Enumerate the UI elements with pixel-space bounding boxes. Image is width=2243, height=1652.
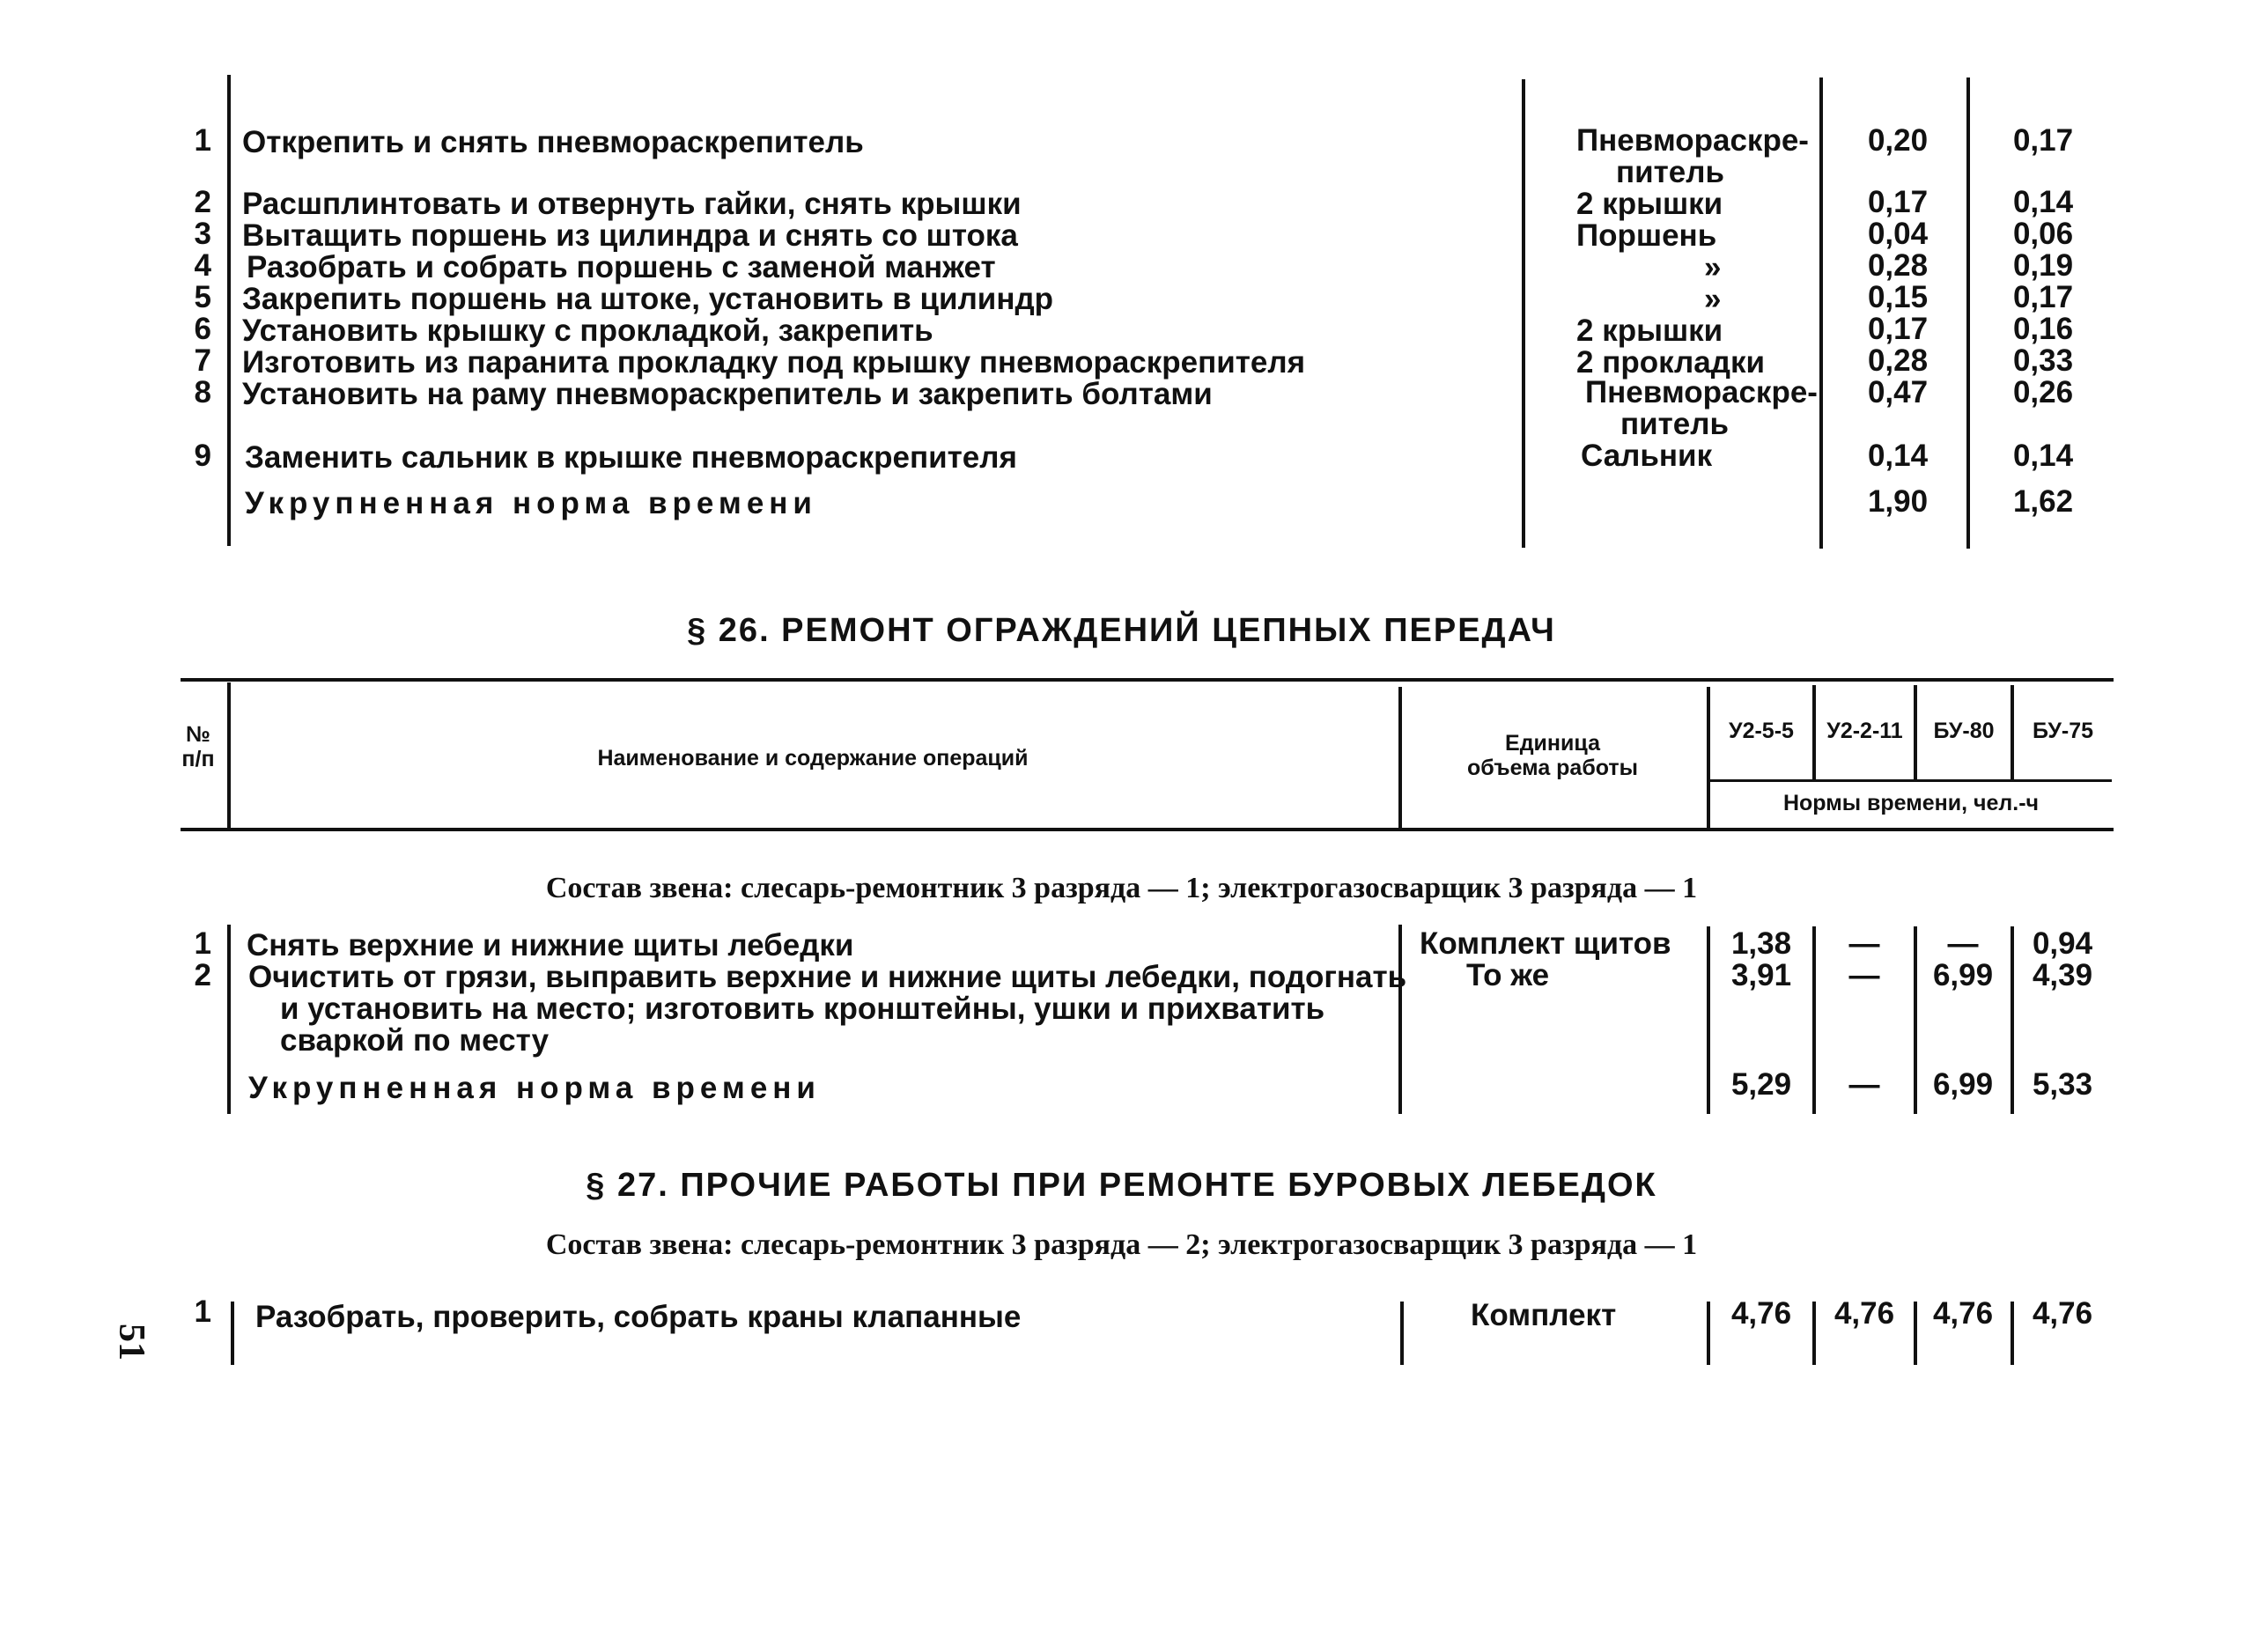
row-number: 1 (194, 123, 211, 158)
col-divider (1522, 79, 1525, 548)
ditto-mark: » (1704, 250, 1722, 284)
header-operation-name: Наименование и содержание операций (597, 746, 1029, 771)
operation-text: Установить крышку с прокладкой, закрепить (242, 313, 933, 348)
value-cell: 0,04 (1867, 217, 1929, 251)
header-norms: Нормы времени, чел.-ч (1782, 791, 2040, 815)
row-number: 1 (194, 1294, 211, 1329)
unit-text: питель (1616, 155, 1725, 189)
col-divider (1966, 77, 1970, 549)
header-col-u2-5-5: У2-5-5 (1729, 719, 1794, 743)
total-value: 1,62 (2012, 484, 2074, 519)
total-label: Укрупненная норма времени (245, 486, 817, 520)
section-27-title: § 27. ПРОЧИЕ РАБОТЫ ПРИ РЕМОНТЕ БУРОВЫХ ЛЕБЕДОК (586, 1167, 1657, 1204)
value-cell: 0,15 (1867, 280, 1929, 314)
operation-text: Снять верхние и нижние щиты лебедки (247, 928, 854, 962)
value-cell: 4,76 (2032, 1296, 2093, 1331)
unit-text: питель (1620, 407, 1730, 441)
value-cell: 0,19 (2012, 248, 2074, 283)
value-cell: 0,28 (1867, 343, 1929, 378)
value-cell: 6,99 (1932, 958, 1994, 992)
row-number: 2 (194, 185, 211, 219)
total-value: 1,90 (1867, 484, 1929, 519)
unit-text: Комплект щитов (1420, 926, 1671, 961)
value-cell: 0,17 (1867, 185, 1929, 219)
value-cell: 0,14 (2012, 439, 2074, 473)
value-cell: — (1848, 926, 1880, 961)
total-value: 6,99 (1932, 1067, 1994, 1102)
col-divider (227, 925, 231, 1114)
header-col-bu-75: БУ-75 (2032, 719, 2094, 743)
header-unit: Единица объема работы (1466, 731, 1639, 780)
value-cell: 0,26 (2012, 375, 2074, 409)
row-number: 9 (194, 439, 211, 473)
operation-text: Изготовить из паранита прокладку под крышку пневмораскрепителя (242, 345, 1306, 380)
operation-text: Заменить сальник в крышке пневмораскрепителя (245, 440, 1017, 475)
value-cell: 0,14 (2012, 185, 2074, 219)
operation-text: Установить на раму пневмораскрепитель и закрепить болтами (242, 377, 1213, 411)
row-number: 2 (194, 958, 211, 992)
total-label: Укрупненная норма времени (248, 1071, 821, 1105)
unit-text: То же (1466, 958, 1550, 992)
col-divider (1707, 926, 1710, 1114)
header-col-bu-80: БУ-80 (1933, 719, 1995, 743)
operation-text: Вытащить поршень из цилиндра и снять со штока (242, 218, 1018, 253)
operation-text: Очистить от грязи, выправить верхние и нижние щиты лебедки, подогнать (248, 960, 1407, 994)
section-26-crew: Состав звена: слесарь-ремонтник 3 разряда — 1; электрогазосварщик 3 разряда — 1 (545, 872, 1698, 904)
value-cell: 0,47 (1867, 375, 1929, 409)
value-cell: 0,17 (2012, 123, 2074, 158)
unit-text: 2 прокладки (1576, 345, 1765, 380)
header-divider (1710, 779, 2112, 782)
operation-text: Открепить и снять пневмораскрепитель (242, 125, 864, 159)
row-number: 1 (194, 926, 211, 961)
row-number: 8 (194, 375, 211, 409)
page-number: 51 (111, 1324, 151, 1361)
col-divider (1400, 1302, 1404, 1365)
value-cell: 0,17 (1867, 312, 1929, 346)
col-divider (227, 75, 231, 546)
total-value: — (1848, 1067, 1880, 1102)
total-value: 5,29 (1730, 1067, 1792, 1102)
row-number: 3 (194, 217, 211, 251)
unit-text: Поршень (1576, 218, 1717, 253)
header-num: № п/п (181, 722, 215, 771)
row-number: 7 (194, 343, 211, 378)
value-cell: 0,16 (2012, 312, 2074, 346)
value-cell: 4,76 (1834, 1296, 1895, 1331)
row-number: 4 (194, 248, 211, 283)
unit-text: Сальник (1581, 439, 1713, 473)
value-cell: 0,33 (2012, 343, 2074, 378)
value-cell: 3,91 (1730, 958, 1792, 992)
row-number: 6 (194, 312, 211, 346)
col-divider (1398, 925, 1402, 1114)
operation-text: Разобрать, проверить, собрать краны клапанные (255, 1300, 1022, 1334)
section-27-crew: Состав звена: слесарь-ремонтник 3 разряда — 2; электрогазосварщик 3 разряда — 1 (545, 1228, 1698, 1261)
value-cell: 0,06 (2012, 217, 2074, 251)
unit-text: Комплект (1471, 1298, 1617, 1332)
operation-text: Разобрать и собрать поршень с заменой манжет (247, 250, 996, 284)
unit-text: Пневмораскре- (1576, 123, 1809, 158)
value-cell: 0,14 (1867, 439, 1929, 473)
col-divider (1819, 77, 1823, 549)
row-number: 5 (194, 280, 211, 314)
value-cell: — (1947, 926, 1979, 961)
value-cell: 0,17 (2012, 280, 2074, 314)
value-cell: — (1848, 958, 1880, 992)
unit-text: 2 крышки (1576, 187, 1723, 221)
col-divider (1707, 1302, 1710, 1365)
value-cell: 1,38 (1730, 926, 1792, 961)
ditto-mark: » (1704, 282, 1722, 316)
value-cell: 0,20 (1867, 123, 1929, 158)
table-header-bottom-border (181, 828, 2114, 831)
value-cell: 0,94 (2032, 926, 2093, 961)
total-value: 5,33 (2032, 1067, 2093, 1102)
section-26-title: § 26. РЕМОНТ ОГРАЖДЕНИЙ ЦЕПНЫХ ПЕРЕДАЧ (687, 612, 1556, 649)
operation-text: Закрепить поршень на штоке, установить в цилиндр (242, 282, 1054, 316)
operation-text: сваркой по месту (280, 1023, 550, 1058)
col-divider (231, 1302, 234, 1365)
unit-text: 2 крышки (1576, 313, 1723, 348)
value-cell: 4,76 (1932, 1296, 1994, 1331)
operation-text: Расшплинтовать и отвернуть гайки, снять крышки (242, 187, 1022, 221)
value-cell: 0,28 (1867, 248, 1929, 283)
operation-text: и установить на место; изготовить кронштейны, ушки и прихватить (280, 992, 1325, 1026)
table-top-border (181, 678, 2114, 682)
unit-text: Пневмораскре- (1585, 375, 1818, 409)
value-cell: 4,76 (1730, 1296, 1792, 1331)
header-col-u2-2-11: У2-2-11 (1826, 719, 1903, 743)
value-cell: 4,39 (2032, 958, 2093, 992)
